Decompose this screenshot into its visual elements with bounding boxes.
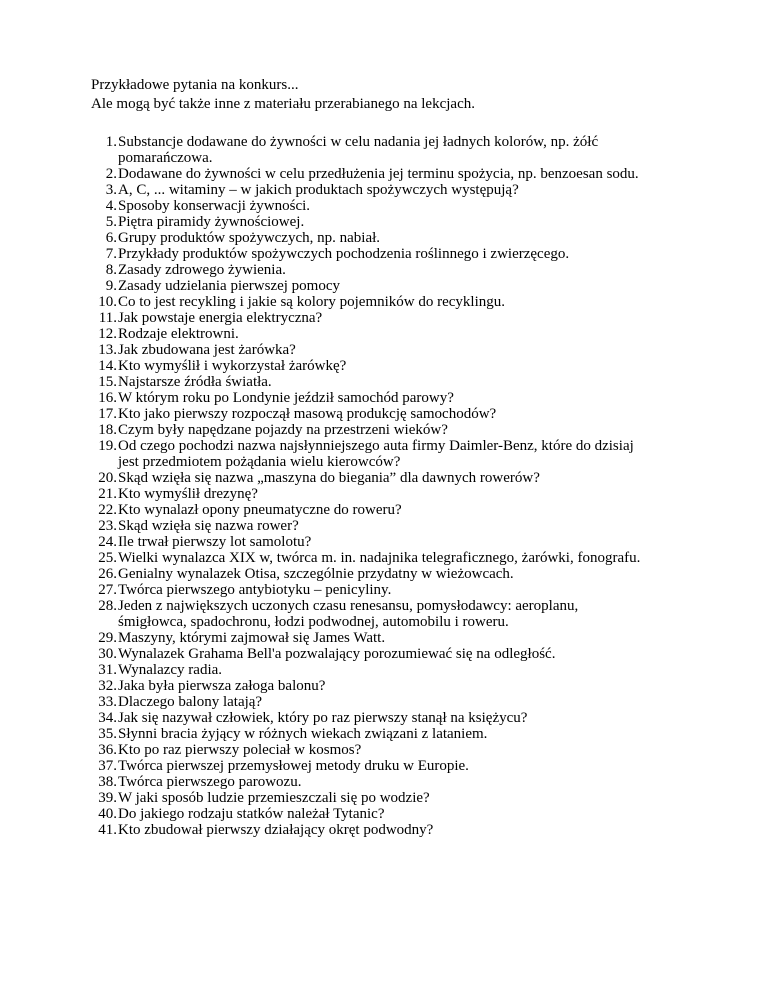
question-text: Grupy produktów spożywczych, np. nabiał.	[118, 230, 381, 246]
question-number: 41.	[98, 822, 117, 838]
question-item	[91, 806, 691, 822]
question-item	[91, 326, 691, 342]
question-text: Maszyny, którymi zajmował się James Watt.	[118, 630, 386, 646]
question-text: W jaki sposób ludzie przemieszczali się po wodzie?	[118, 790, 430, 806]
question-item	[91, 422, 691, 438]
question-text: Piętra piramidy żywnościowej.	[118, 214, 305, 230]
question-number: 33.	[98, 694, 117, 710]
question-text: Dodawane do żywności w celu przedłużenia jej terminu spożycia, np. benzoesan sodu.	[118, 166, 639, 182]
question-number: 15.	[98, 374, 117, 390]
question-number: 24.	[98, 534, 117, 550]
question-number: 36.	[98, 742, 117, 758]
question-number: 6.	[105, 230, 117, 246]
question-number: 21.	[98, 486, 117, 502]
question-item	[91, 294, 691, 310]
question-text: Wynalazcy radia.	[118, 662, 223, 678]
question-number: 11.	[98, 310, 117, 326]
question-number: 23.	[98, 518, 117, 534]
question-number: 1.	[105, 134, 117, 150]
question-number: 8.	[105, 262, 117, 278]
intro-title: Przykładowe pytania na konkurs...	[91, 77, 299, 93]
question-text: Kto po raz pierwszy poleciał w kosmos?	[118, 742, 362, 758]
question-text: Zasady zdrowego żywienia.	[118, 262, 286, 278]
question-number: 25.	[98, 550, 117, 566]
question-text: Jak się nazywał człowiek, który po raz pierwszy stanął na księżycu?	[118, 710, 528, 726]
question-number: 19.	[98, 438, 117, 454]
question-text-continuation: pomarańczowa.	[118, 150, 213, 166]
question-item	[91, 470, 691, 486]
question-text: W którym roku po Londynie jeździł samochód parowy?	[118, 390, 454, 406]
question-item	[91, 710, 691, 726]
question-text-continuation: śmigłowca, spadochronu, łodzi podwodnej, automobilu i roweru.	[118, 614, 509, 630]
question-text: Wynalazek Grahama Bell'a pozwalający porozumiewać się na odległość.	[118, 646, 556, 662]
question-item	[91, 358, 691, 374]
intro-note: Ale mogą być także inne z materiału przerabianego na lekcjach.	[91, 96, 475, 112]
question-item	[91, 550, 691, 566]
question-text: Kto zbudował pierwszy działający okręt podwodny?	[118, 822, 434, 838]
question-number: 4.	[105, 198, 117, 214]
question-text: Do jakiego rodzaju statków należał Tytanic?	[118, 806, 385, 822]
question-number: 30.	[98, 646, 117, 662]
question-text: Rodzaje elektrowni.	[118, 326, 239, 342]
question-number: 32.	[98, 678, 117, 694]
question-text: Kto wynalazł opony pneumatyczne do roweru?	[118, 502, 402, 518]
question-item	[91, 486, 691, 502]
question-text: Wielki wynalazca XIX w, twórca m. in. nadajnika telegraficznego, żarówki, fonografu.	[118, 550, 641, 566]
question-item	[91, 374, 691, 390]
question-number: 27.	[98, 582, 117, 598]
question-number: 16.	[98, 390, 117, 406]
question-item	[91, 774, 691, 790]
question-text: Jeden z największych uczonych czasu renesansu, pomysłodawcy: aeroplanu,	[118, 598, 579, 614]
question-text: Najstarsze źródła światła.	[118, 374, 272, 390]
question-text: Jak zbudowana jest żarówka?	[118, 342, 296, 358]
question-text: Twórca pierwszego parowozu.	[118, 774, 302, 790]
question-number: 29.	[98, 630, 117, 646]
question-text: Kto wymyślił i wykorzystał żarówkę?	[118, 358, 347, 374]
question-number: 38.	[98, 774, 117, 790]
question-text: Kto jako pierwszy rozpoczął masową produkcję samochodów?	[118, 406, 497, 422]
question-number: 7.	[105, 246, 117, 262]
question-text: Od czego pochodzi nazwa najsłynniejszego auta firmy Daimler-Benz, które do dzisiaj	[118, 438, 634, 454]
question-text: Substancje dodawane do żywności w celu nadania jej ładnych kolorów, np. żółć	[118, 134, 599, 150]
question-number: 22.	[98, 502, 117, 518]
question-number: 2.	[105, 166, 117, 182]
question-number: 5.	[105, 214, 117, 230]
question-number: 37.	[98, 758, 117, 774]
question-item	[91, 630, 691, 646]
question-text: A, C, ... witaminy – w jakich produktach spożywczych występują?	[118, 182, 519, 198]
question-text: Słynni bracia żyjący w różnych wiekach związani z lataniem.	[118, 726, 488, 742]
question-number: 34.	[98, 710, 117, 726]
question-item	[91, 742, 691, 758]
question-item	[91, 646, 691, 662]
question-number: 12.	[98, 326, 117, 342]
question-item	[91, 438, 691, 470]
question-text: Co to jest recykling i jakie są kolory pojemników do recyklingu.	[118, 294, 506, 310]
question-item	[91, 582, 691, 598]
question-item	[91, 566, 691, 582]
question-text: Twórca pierwszej przemysłowej metody druku w Europie.	[118, 758, 469, 774]
question-item	[91, 310, 691, 326]
question-item	[91, 790, 691, 806]
question-number: 35.	[98, 726, 117, 742]
question-text: Twórca pierwszego antybiotyku – penicyliny.	[118, 582, 392, 598]
question-item	[91, 822, 691, 838]
question-item	[91, 230, 691, 246]
question-item	[91, 662, 691, 678]
question-item	[91, 278, 691, 294]
question-text: Sposoby konserwacji żywności.	[118, 198, 311, 214]
question-number: 31.	[98, 662, 117, 678]
question-item	[91, 342, 691, 358]
question-number: 3.	[105, 182, 117, 198]
question-item	[91, 406, 691, 422]
question-text: Skąd wzięła się nazwa rower?	[118, 518, 299, 534]
question-item	[91, 134, 691, 166]
question-item	[91, 214, 691, 230]
question-item	[91, 518, 691, 534]
question-number: 14.	[98, 358, 117, 374]
question-number: 10.	[98, 294, 117, 310]
question-item	[91, 246, 691, 262]
question-text: Jak powstaje energia elektryczna?	[118, 310, 323, 326]
question-number: 20.	[98, 470, 117, 486]
question-item	[91, 534, 691, 550]
question-item	[91, 678, 691, 694]
question-number: 39.	[98, 790, 117, 806]
question-number: 17.	[98, 406, 117, 422]
question-text: Genialny wynalazek Otisa, szczególnie przydatny w wieżowcach.	[118, 566, 514, 582]
question-number: 9.	[105, 278, 117, 294]
question-item	[91, 598, 691, 630]
question-text: Zasady udzielania pierwszej pomocy	[118, 278, 340, 294]
question-item	[91, 182, 691, 198]
question-number: 26.	[98, 566, 117, 582]
question-item	[91, 726, 691, 742]
question-text: Przykłady produktów spożywczych pochodzenia roślinnego i zwierzęcego.	[118, 246, 570, 262]
question-text-continuation: jest przedmiotem pożądania wielu kierowców?	[118, 454, 401, 470]
question-number: 18.	[98, 422, 117, 438]
question-text: Czym były napędzane pojazdy na przestrzeni wieków?	[118, 422, 448, 438]
question-number: 28.	[98, 598, 117, 614]
question-text: Ile trwał pierwszy lot samolotu?	[118, 534, 312, 550]
question-item	[91, 166, 691, 182]
question-item	[91, 262, 691, 278]
question-text: Skąd wzięła się nazwa „maszyna do biegania” dla dawnych rowerów?	[118, 470, 540, 486]
question-text: Jaka była pierwsza załoga balonu?	[118, 678, 326, 694]
question-item	[91, 758, 691, 774]
question-list	[91, 134, 691, 838]
question-item	[91, 502, 691, 518]
question-number: 40.	[98, 806, 117, 822]
question-text: Kto wymyślił drezynę?	[118, 486, 258, 502]
question-item	[91, 390, 691, 406]
question-item	[91, 198, 691, 214]
question-item	[91, 694, 691, 710]
question-text: Dlaczego balony latają?	[118, 694, 263, 710]
question-number: 13.	[98, 342, 117, 358]
intro-paragraph	[91, 76, 731, 114]
